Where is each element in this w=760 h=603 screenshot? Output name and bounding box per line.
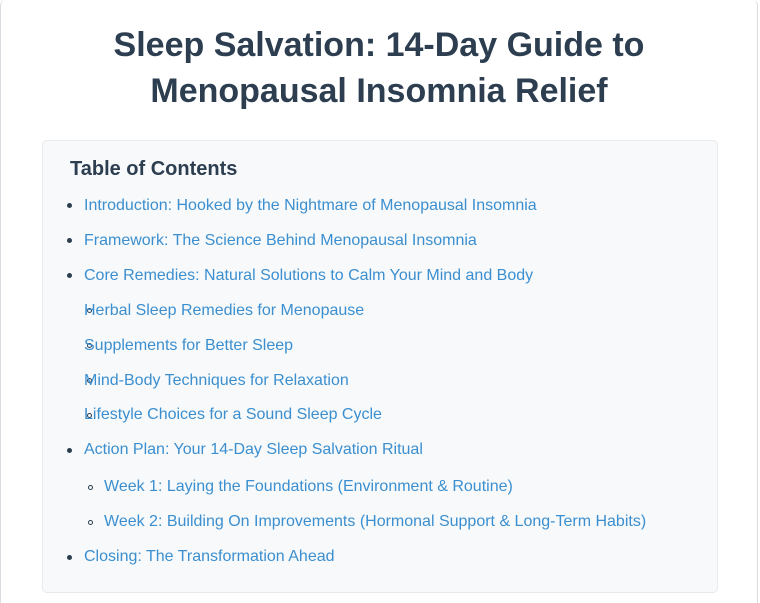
bullet-circle-icon: [88, 520, 93, 525]
toc-heading: Table of Contents: [70, 158, 238, 180]
toc-link-herbal[interactable]: Herbal Sleep Remedies for Menopause: [84, 302, 365, 319]
toc-link-closing[interactable]: Closing: The Transformation Ahead: [84, 548, 335, 565]
bullet-icon: [67, 238, 72, 243]
bullet-circle-icon: [88, 485, 93, 490]
page-title: [1, 22, 757, 114]
toc-link-week-2[interactable]: Week 2: Building On Improvements (Hormonal Support & Long-Term Habits): [104, 513, 647, 530]
bullet-icon: [67, 555, 72, 560]
toc-link-lifestyle[interactable]: Lifestyle Choices for a Sound Sleep Cycle: [84, 406, 382, 423]
toc-link-core-remedies[interactable]: Core Remedies: Natural Solutions to Calm Your Mind and Body: [84, 267, 534, 284]
title-line-1: Sleep Salvation: 14-Day Guide to: [113, 26, 645, 64]
toc-link-framework[interactable]: Framework: The Science Behind Menopausal Insomnia: [84, 232, 477, 249]
bullet-icon: [67, 448, 72, 453]
toc-link-introduction[interactable]: Introduction: Hooked by the Nightmare of Menopausal Insomnia: [84, 197, 537, 214]
toc-link-week-1[interactable]: Week 1: Laying the Foundations (Environment & Routine): [104, 478, 513, 495]
toc-link-supplements[interactable]: Supplements for Better Sleep: [84, 337, 294, 354]
toc-link-mind-body[interactable]: Mind-Body Techniques for Relaxation: [84, 372, 349, 389]
bullet-icon: [67, 203, 72, 208]
toc-link-action-plan[interactable]: Action Plan: Your 14-Day Sleep Salvation Ritual: [84, 441, 423, 458]
bullet-icon: [67, 273, 72, 278]
table-of-contents: [42, 140, 718, 593]
title-line-2: Menopausal Insomnia Relief: [150, 72, 608, 110]
